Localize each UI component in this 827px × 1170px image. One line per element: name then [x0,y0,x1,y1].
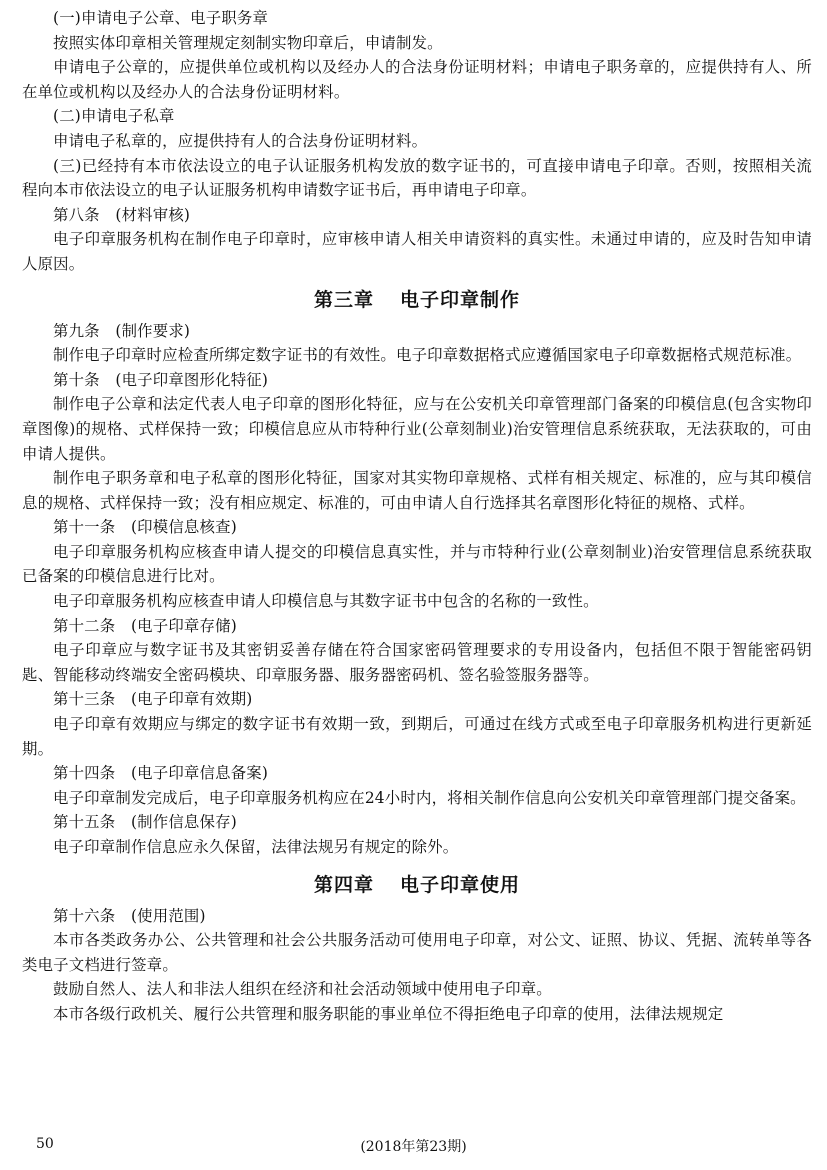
article-heading: 第十一条 (印模信息核查) [53,518,237,537]
article-heading: 第八条 (材料审核) [53,205,191,224]
paragraph: 制作电子公章和法定代表人电子印章的图形化特征，应与在公安机关印章管理部门备案的印模信息(包含实物印章图像)的规格、式样保持一致；印模信息应从市特种行业(公章刻制业)治安管理信息系统获取，无法获取的，可由申请人提供。 [22,395,812,463]
paragraph: 鼓励自然人、法人和非法人组织在经济和社会活动领域中使用电子印章。 [53,980,552,999]
paragraph: 电子印章应与数字证书及其密钥妥善存储在符合国家密码管理要求的专用设备内，包括但不限于智能密码钥匙、智能移动终端安全密码模块、印章服务器、服务器密码机、签名验签服务器等。 [22,641,812,684]
paragraph: 本市各类政务办公、公共管理和社会公共服务活动可使用电子印章，对公文、证照、协议、凭据、流转单等各类电子文档进行签章。 [22,931,812,974]
paragraph: 电子印章制发完成后，电子印章服务机构应在24小时内，将相关制作信息向公安机关印章管理部门提交备案。 [53,788,806,807]
chapter-heading [22,281,812,319]
page-footer [0,1136,827,1158]
paragraph: (二)申请电子私章 [53,107,175,126]
article-heading: 第十三条 (电子印章有效期) [53,690,253,709]
paragraph: 本市各级行政机关、履行公共管理和服务职能的事业单位不得拒绝电子印章的使用，法律法规规定 [53,1004,724,1023]
paragraph: 电子印章服务机构应核查申请人提交的印模信息真实性，并与市特种行业(公章刻制业)治安管理信息系统获取已备案的印模信息进行比对。 [22,542,812,586]
article-heading: 第十四条 (电子印章信息备案) [53,764,269,783]
paragraph: 电子印章有效期应与绑定的数字证书有效期一致，到期后，可通过在线方式或至电子印章服务机构进行更新延期。 [22,715,812,758]
chapter-title: 电子印章使用 [400,873,521,896]
article-heading: 第十二条 (电子印章存储) [53,616,237,635]
paragraph: 电子印章制作信息应永久保留，法律法规另有规定的除外。 [53,838,459,856]
chapter-number: 第三章 [313,288,374,311]
chapter-number: 第四章 [313,873,374,896]
chapter-title: 电子印章制作 [400,288,521,311]
section-seal-usage [22,904,812,1027]
paragraph: (三)已经持有本市依法设立的电子认证服务机构发放的数字证书的，可直接申请电子印章。否则，按照相关流程向本市依法设立的电子认证服务机构申请数字证书后，再申请电子印章。 [22,156,812,200]
chapter-heading [22,866,812,904]
paragraph: 申请电子私章的，应提供持有人的合法身份证明材料。 [53,131,428,150]
paragraph: 制作电子印章时应检查所绑定数字证书的有效性。电子印章数据格式应遵循国家电子印章数据格式规范标准。 [53,346,802,365]
paragraph: 电子印章服务机构应核查申请人印模信息与其数字证书中包含的名称的一致性。 [53,592,599,611]
document-page [22,6,812,1027]
page-number: 50 [36,1136,54,1152]
article-heading: 第十条 (电子印章图形化特征) [53,370,269,389]
paragraph: 按照实体印章相关管理规定刻制实物印章后，申请制发。 [53,33,443,52]
issue-label: (2018年第23期) [360,1139,467,1155]
article-heading: 第十五条 (制作信息保存) [53,813,237,832]
paragraph: 电子印章服务机构在制作电子印章时，应审核申请人相关申请资料的真实性。未通过申请的，应及时告知申请人原因。 [22,230,812,273]
article-heading: 第九条 (制作要求) [53,321,191,340]
paragraph: 申请电子公章的，应提供单位或机构以及经办人的合法身份证明材料；申请电子职务章的，应提供持有人、所在单位或机构以及经办人的合法身份证明材料。 [22,58,812,101]
section-seal-production [22,319,812,860]
article-heading: 第十六条 (使用范围) [53,906,206,925]
paragraph: (一)申请电子公章、电子职务章 [53,9,269,27]
section-application-materials [22,6,812,277]
paragraph: 制作电子职务章和电子私章的图形化特征，国家对其实物印章规格、式样有相关规定、标准的，应与其印模信息的规格、式样保持一致；没有相应规定、标准的，可由申请人自行选择其名章图形化特征的规格、式样。 [22,469,812,512]
